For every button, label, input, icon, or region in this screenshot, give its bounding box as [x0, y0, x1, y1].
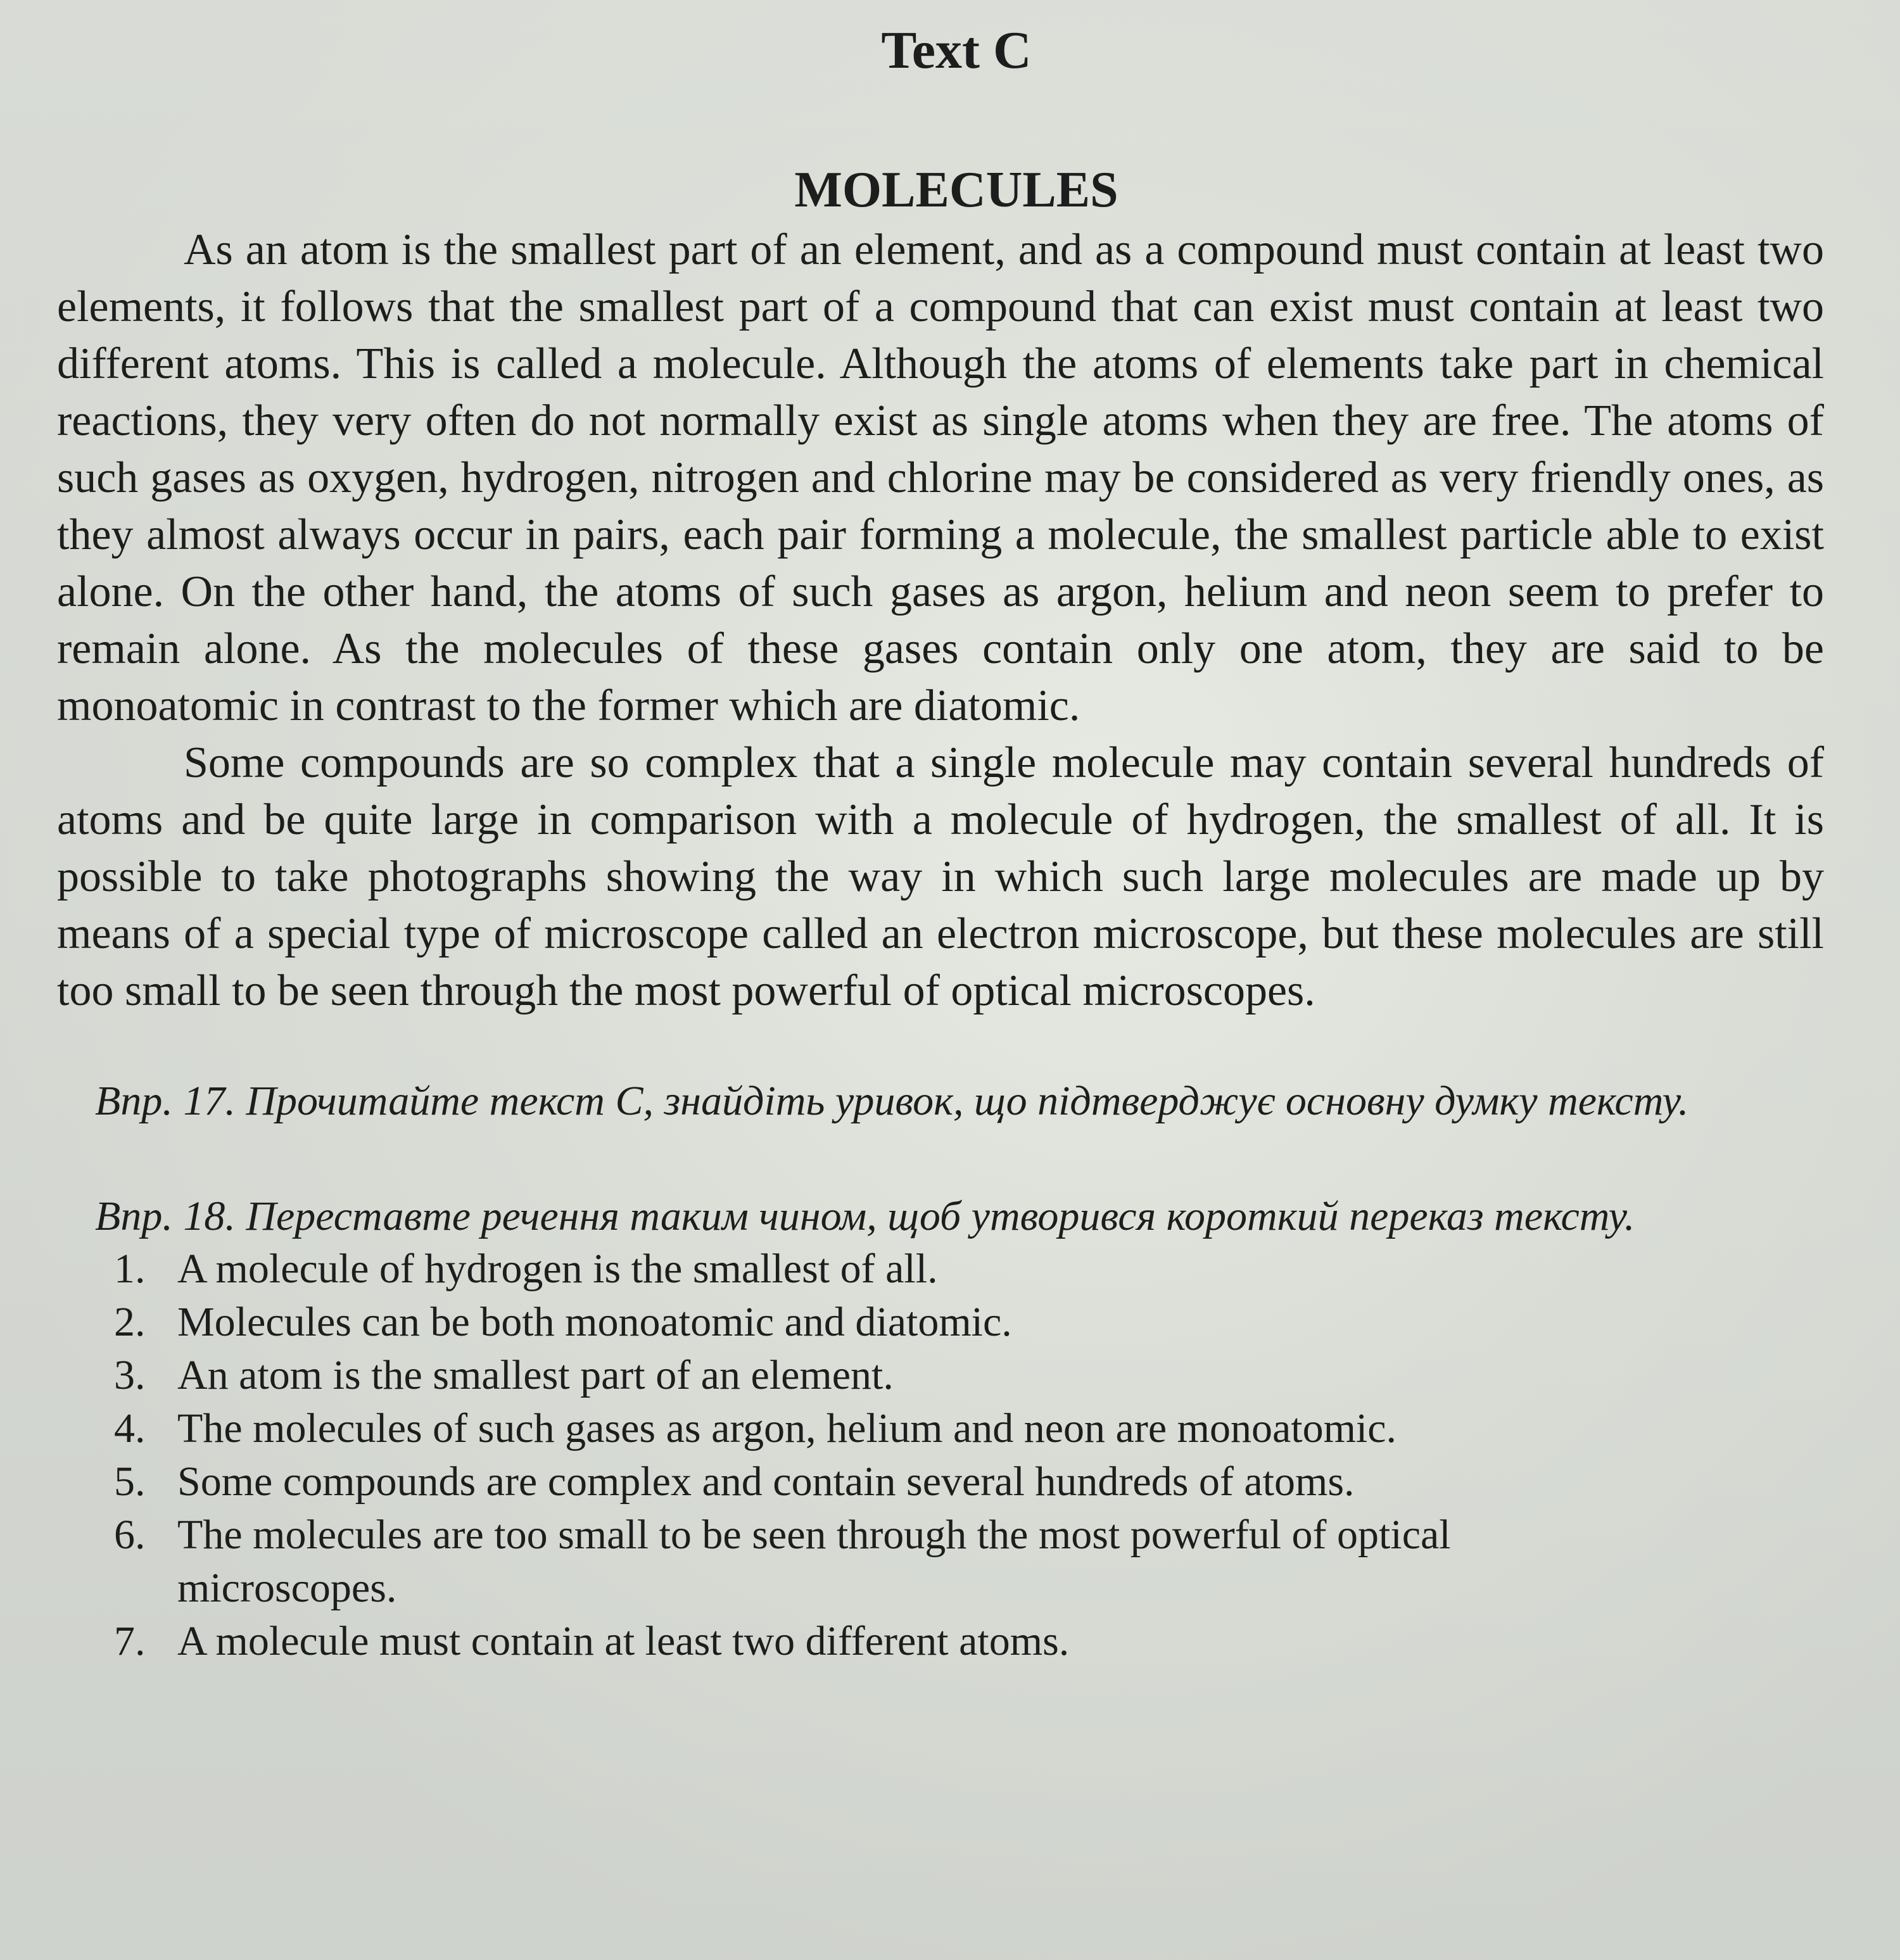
list-item-number: 4.	[114, 1405, 146, 1451]
list-item	[114, 1455, 1678, 1508]
text-heading: MOLECULES	[794, 162, 1118, 218]
sentence-list	[57, 1242, 1843, 1668]
list-item-number: 7.	[114, 1618, 146, 1664]
list-item-text: A molecule must contain at least two different atoms.	[177, 1618, 1070, 1664]
list-item	[114, 1402, 1678, 1455]
list-item-text: Some compounds are complex and contain several hundreds of atoms.	[177, 1458, 1355, 1505]
list-item-text: An atom is the smallest part of an element.	[177, 1352, 894, 1398]
list-item-number: 6.	[114, 1512, 146, 1558]
list-item	[114, 1296, 1678, 1349]
list-item-text: The molecules are too small to be seen through the most powerful of optical microscopes.	[177, 1512, 1451, 1611]
list-item	[114, 1242, 1678, 1296]
exercise-17-instruction: Впр. 17. Прочитайте текст С, знайдіть уривок, що підтверджує основну думку тексту.	[95, 1078, 1689, 1124]
paragraph-1: As an atom is the smallest part of an element, and as a compound must contain at least two elements, it follows that the smallest part of a compound that can exist must contain at least two different atoms. This is called a molecule. Although the atoms of elements take part in chemical reactions, they very often do not normally exist as single atoms when they are free. The atoms of such gases as oxygen, hydrogen, nitrogen and chlorine may be considered as very friendly ones, as they almost always occur in pairs, each pair forming a molecule, the smallest particle able to exist alone. On the other hand, the atoms of such gases as argon, helium and neon seem to prefer to remain alone. As the molecules of these gases contain only one atom, they are said to be monoatomic in contrast to the former which are diatomic.	[57, 225, 1824, 730]
list-item-number: 2.	[114, 1299, 146, 1345]
list-item-text: Molecules can be both monoatomic and diatomic.	[177, 1299, 1012, 1345]
paragraph-2: Some compounds are so complex that a single molecule may contain several hundreds of atoms and be quite large in comparison with a molecule of hydrogen, the smallest of all. It is possible to take photographs showing the way in which such large molecules are made up by means of a special type of microscope called an electron microscope, but these molecules are still too small to be seen through the most powerful of optical microscopes.	[57, 738, 1824, 1015]
list-item	[114, 1508, 1678, 1615]
list-item-text: The molecules of such gases as argon, helium and neon are monoatomic.	[177, 1405, 1397, 1451]
text-title: Text C	[881, 21, 1032, 80]
list-item-number: 5.	[114, 1458, 146, 1505]
list-item	[114, 1615, 1678, 1668]
list-item-text: A molecule of hydrogen is the smallest of all.	[177, 1246, 938, 1292]
exercise-18-instruction: Впр. 18. Переставте речення таким чином, щоб утворився короткий переказ тексту.	[95, 1193, 1635, 1239]
list-item-number: 3.	[114, 1352, 146, 1398]
list-item-number: 1.	[114, 1246, 146, 1292]
list-item	[114, 1349, 1678, 1402]
